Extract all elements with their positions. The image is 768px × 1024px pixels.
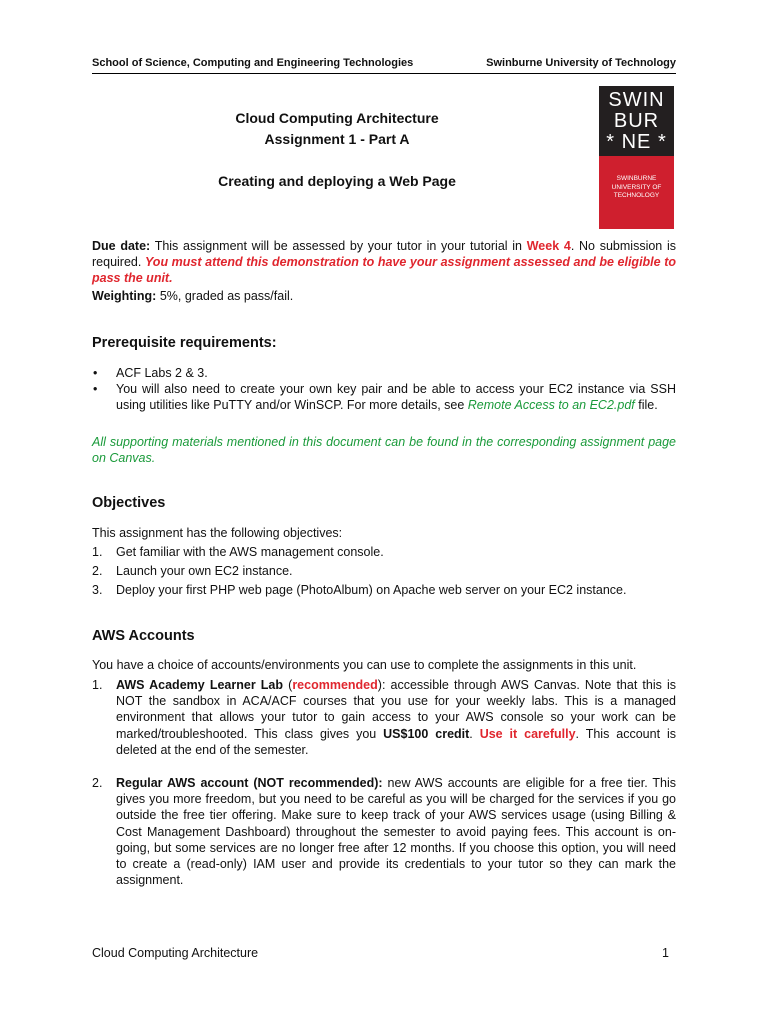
prereq-item-2-end: file. xyxy=(634,398,658,413)
header-school: School of Science, Computing and Engineering Technologies xyxy=(92,57,414,69)
credit-amount: US$100 credit xyxy=(383,726,470,741)
objective-text: Deploy your first PHP web page (PhotoAlbum) on Apache web server on your EC2 instance. xyxy=(116,583,627,597)
account-option-2-number: 2. xyxy=(92,776,103,790)
due-date-label: Due date: xyxy=(92,239,151,253)
logo-line-1: SWIN xyxy=(608,89,665,111)
logo-wordmark xyxy=(599,86,674,156)
assignment-title: Assignment 1 - Part A xyxy=(264,131,410,147)
prereq-item-1-text: ACF Labs 2 & 3. xyxy=(116,366,208,380)
logo-line-2: BUR xyxy=(613,110,660,132)
recommended-badge: recommended xyxy=(292,678,378,692)
account-option-1 xyxy=(92,677,676,758)
objective-item xyxy=(92,543,676,562)
aws-accounts-heading: AWS Accounts xyxy=(92,628,195,644)
logo-line-3: * NE * xyxy=(606,131,667,153)
objective-text: Get familiar with the AWS management console. xyxy=(116,545,384,559)
objective-item xyxy=(92,562,676,581)
learner-lab-text: : accessible through AWS Canvas. Note that this is NOT the sandbox in ACA/ACF courses that you use for your weekly labs. This is a managed environment that allows your tutor to gain access to your AWS console so your work can be marked/troubleshooted. This class gives you xyxy=(116,678,677,741)
prereq-list xyxy=(92,365,676,414)
objective-number: 1. xyxy=(92,545,103,559)
prereq-item-2-text: You will also need to create your own key pair and be able to access your EC2 instance via SSH using utilities like PuTTY and/or WinSCP. For more details, see xyxy=(116,382,676,413)
assignment-subtitle: Creating and deploying a Web Page xyxy=(218,173,456,189)
logo-sub-1: SWINBURNE xyxy=(616,175,657,182)
due-date-text-2: . No submission is required. xyxy=(92,239,676,270)
due-date-paragraph xyxy=(92,238,676,287)
use-carefully-warning: Use it carefully xyxy=(479,726,576,741)
due-week: Week 4 xyxy=(526,239,571,253)
paren-open: ( xyxy=(283,678,293,692)
prereq-item-1: • ACF Labs 2 & 3. xyxy=(93,366,208,380)
objectives-intro: This assignment has the following objectives: xyxy=(92,526,343,540)
remote-access-link[interactable]: Remote Access to an EC2.pdf xyxy=(467,398,635,413)
objectives-heading: Objectives xyxy=(92,495,166,511)
objective-number: 2. xyxy=(92,564,103,578)
due-date-text: This assignment will be assessed by your tutor in your tutorial in xyxy=(150,239,527,253)
swinburne-logo xyxy=(599,86,674,229)
prereq-item-2: • You will also need to create your own key pair and be able to access your EC2 instance via SSH using utilities like PuTTY and/or WinSCP. For more details, see Remote Access to an EC2.pdf file. xyxy=(93,382,676,413)
page-number: 1 xyxy=(662,946,669,960)
weighting-paragraph xyxy=(92,288,676,304)
footer-course: Cloud Computing Architecture xyxy=(92,946,259,960)
learner-lab-end: . This account is deleted at the end of the semester. xyxy=(116,726,676,757)
learner-lab-label: AWS Academy Learner Lab xyxy=(116,678,284,692)
credit-dot: . xyxy=(469,726,480,741)
aws-accounts-intro: You have a choice of accounts/environments you can use to complete the assignments in this unit. xyxy=(92,658,637,672)
logo-subtitle xyxy=(599,156,674,229)
course-title: Cloud Computing Architecture xyxy=(235,110,439,126)
attendance-warning: You must attend this demonstration to have your assignment assessed and be eligible to pass the unit. xyxy=(92,255,676,286)
header-university: Swinburne University of Technology xyxy=(486,57,676,69)
account-option-2 xyxy=(92,775,676,888)
weighting-text: 5%, graded as pass/fail. xyxy=(156,289,294,303)
header-divider xyxy=(92,73,676,74)
objective-number: 3. xyxy=(92,583,103,597)
logo-sub-3: TECHNOLOGY xyxy=(613,192,660,199)
regular-account-label: Regular AWS account (NOT recommended): xyxy=(116,776,383,790)
weighting-label: Weighting: xyxy=(92,289,157,303)
regular-account-text: new AWS accounts are eligible for a free tier. This gives you more freedom, but you need to be careful as you will be charged for the services if you go outside the free tier offering. Make sure to keep track of your AWS services usage (using Billing & Cost Management Dashboard) throughout the semester to avoid paying fees. This account is on-going, but some services are no longer free after 12 months. If you choose this option, you will need to create a (read-only) IAM user and provide its credentials to your tutor so they can mark the assignment. xyxy=(116,776,677,888)
logo-sub-2: UNIVERSITY OF xyxy=(611,183,662,191)
prereq-heading: Prerequisite requirements: xyxy=(92,335,277,351)
supporting-materials-note: All supporting materials mentioned in this document can be found in the corresponding assignment page on Canvas. xyxy=(92,435,676,466)
account-option-1-number: 1. xyxy=(92,678,103,692)
objective-text: Launch your own EC2 instance. xyxy=(116,564,293,578)
objective-item xyxy=(92,581,676,600)
objectives-section xyxy=(92,524,676,600)
paren-close: ) xyxy=(377,678,382,692)
